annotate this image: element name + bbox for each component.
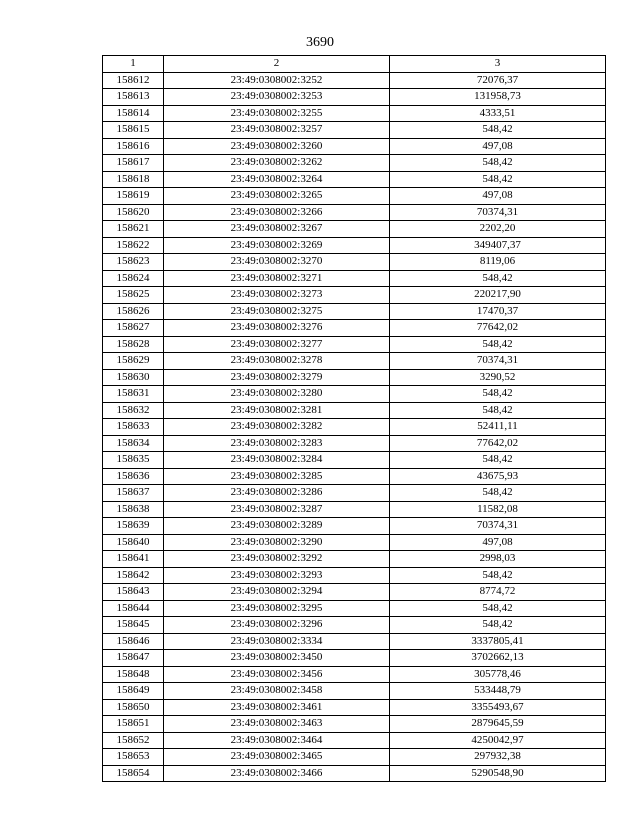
table-row [103, 650, 606, 667]
table-row [103, 633, 606, 650]
row-number-cell: 158633 [103, 419, 164, 436]
value-cell: 297932,38 [390, 749, 606, 766]
cadastral-number-cell: 23:49:0308002:3295 [164, 600, 390, 617]
cadastral-number-cell: 23:49:0308002:3466 [164, 765, 390, 782]
row-number-cell: 158641 [103, 551, 164, 568]
value-cell: 5290548,90 [390, 765, 606, 782]
row-number-cell: 158644 [103, 600, 164, 617]
cadastral-value-table [102, 55, 606, 782]
value-cell: 43675,93 [390, 468, 606, 485]
value-cell: 548,42 [390, 171, 606, 188]
cadastral-number-cell: 23:49:0308002:3266 [164, 204, 390, 221]
table-row [103, 683, 606, 700]
row-number-cell: 158630 [103, 369, 164, 386]
row-number-cell: 158623 [103, 254, 164, 271]
table-row [103, 138, 606, 155]
cadastral-number-cell: 23:49:0308002:3285 [164, 468, 390, 485]
cadastral-number-cell: 23:49:0308002:3271 [164, 270, 390, 287]
value-cell: 11582,08 [390, 501, 606, 518]
value-cell: 52411,11 [390, 419, 606, 436]
value-cell: 548,42 [390, 617, 606, 634]
table-row [103, 221, 606, 238]
table-row [103, 699, 606, 716]
row-number-cell: 158620 [103, 204, 164, 221]
table-row [103, 534, 606, 551]
cadastral-number-cell: 23:49:0308002:3450 [164, 650, 390, 667]
cadastral-number-cell: 23:49:0308002:3275 [164, 303, 390, 320]
row-number-cell: 158653 [103, 749, 164, 766]
cadastral-number-cell: 23:49:0308002:3334 [164, 633, 390, 650]
value-cell: 497,08 [390, 138, 606, 155]
page-number: 3690 [306, 35, 334, 50]
cadastral-number-cell: 23:49:0308002:3461 [164, 699, 390, 716]
row-number-cell: 158636 [103, 468, 164, 485]
row-number-cell: 158617 [103, 155, 164, 172]
value-cell: 305778,46 [390, 666, 606, 683]
cadastral-number-cell: 23:49:0308002:3273 [164, 287, 390, 304]
row-number-cell: 158612 [103, 72, 164, 89]
table-row [103, 270, 606, 287]
column-header-1: 1 [103, 56, 164, 73]
value-cell: 70374,31 [390, 518, 606, 535]
table-row [103, 402, 606, 419]
value-cell: 548,42 [390, 336, 606, 353]
table-row [103, 204, 606, 221]
row-number-cell: 158650 [103, 699, 164, 716]
value-cell: 548,42 [390, 270, 606, 287]
table-row [103, 89, 606, 106]
row-number-cell: 158631 [103, 386, 164, 403]
value-cell: 497,08 [390, 188, 606, 205]
row-number-cell: 158637 [103, 485, 164, 502]
value-cell: 8119,06 [390, 254, 606, 271]
table-row [103, 188, 606, 205]
column-header-3: 3 [390, 56, 606, 73]
table-row [103, 452, 606, 469]
table-row [103, 336, 606, 353]
table-row [103, 518, 606, 535]
row-number-cell: 158616 [103, 138, 164, 155]
value-cell: 3355493,67 [390, 699, 606, 716]
table-row [103, 72, 606, 89]
table-row [103, 749, 606, 766]
cadastral-number-cell: 23:49:0308002:3456 [164, 666, 390, 683]
row-number-cell: 158614 [103, 105, 164, 122]
value-cell: 3702662,13 [390, 650, 606, 667]
cadastral-number-cell: 23:49:0308002:3269 [164, 237, 390, 254]
table-row [103, 105, 606, 122]
row-number-cell: 158638 [103, 501, 164, 518]
cadastral-number-cell: 23:49:0308002:3293 [164, 567, 390, 584]
table-row [103, 435, 606, 452]
row-number-cell: 158632 [103, 402, 164, 419]
table-row [103, 155, 606, 172]
row-number-cell: 158621 [103, 221, 164, 238]
row-number-cell: 158626 [103, 303, 164, 320]
table-row [103, 353, 606, 370]
cadastral-number-cell: 23:49:0308002:3277 [164, 336, 390, 353]
cadastral-number-cell: 23:49:0308002:3281 [164, 402, 390, 419]
row-number-cell: 158645 [103, 617, 164, 634]
value-cell: 548,42 [390, 155, 606, 172]
cadastral-number-cell: 23:49:0308002:3257 [164, 122, 390, 139]
table-row [103, 485, 606, 502]
cadastral-number-cell: 23:49:0308002:3292 [164, 551, 390, 568]
value-cell: 497,08 [390, 534, 606, 551]
cadastral-number-cell: 23:49:0308002:3287 [164, 501, 390, 518]
row-number-cell: 158624 [103, 270, 164, 287]
table-row [103, 237, 606, 254]
value-cell: 4250042,97 [390, 732, 606, 749]
cadastral-number-cell: 23:49:0308002:3286 [164, 485, 390, 502]
cadastral-number-cell: 23:49:0308002:3282 [164, 419, 390, 436]
cadastral-number-cell: 23:49:0308002:3464 [164, 732, 390, 749]
value-cell: 548,42 [390, 600, 606, 617]
cadastral-number-cell: 23:49:0308002:3253 [164, 89, 390, 106]
cadastral-number-cell: 23:49:0308002:3465 [164, 749, 390, 766]
cadastral-number-cell: 23:49:0308002:3278 [164, 353, 390, 370]
cadastral-number-cell: 23:49:0308002:3252 [164, 72, 390, 89]
value-cell: 77642,02 [390, 320, 606, 337]
value-cell: 70374,31 [390, 353, 606, 370]
row-number-cell: 158634 [103, 435, 164, 452]
table-row [103, 369, 606, 386]
value-cell: 131958,73 [390, 89, 606, 106]
row-number-cell: 158618 [103, 171, 164, 188]
table-body [103, 72, 606, 782]
cadastral-number-cell: 23:49:0308002:3463 [164, 716, 390, 733]
row-number-cell: 158646 [103, 633, 164, 650]
table-row [103, 765, 606, 782]
cadastral-number-cell: 23:49:0308002:3458 [164, 683, 390, 700]
table-row [103, 617, 606, 634]
row-number-cell: 158647 [103, 650, 164, 667]
value-cell: 4333,51 [390, 105, 606, 122]
value-cell: 349407,37 [390, 237, 606, 254]
cadastral-number-cell: 23:49:0308002:3255 [164, 105, 390, 122]
table-row [103, 567, 606, 584]
row-number-cell: 158648 [103, 666, 164, 683]
value-cell: 548,42 [390, 567, 606, 584]
column-header-2: 2 [164, 56, 390, 73]
value-cell: 8774,72 [390, 584, 606, 601]
row-number-cell: 158642 [103, 567, 164, 584]
value-cell: 533448,79 [390, 683, 606, 700]
table-row [103, 303, 606, 320]
table-row [103, 501, 606, 518]
table-row [103, 584, 606, 601]
table-row [103, 600, 606, 617]
table-row [103, 122, 606, 139]
cadastral-number-cell: 23:49:0308002:3276 [164, 320, 390, 337]
row-number-cell: 158654 [103, 765, 164, 782]
cadastral-number-cell: 23:49:0308002:3290 [164, 534, 390, 551]
table-row [103, 732, 606, 749]
cadastral-number-cell: 23:49:0308002:3284 [164, 452, 390, 469]
row-number-cell: 158625 [103, 287, 164, 304]
value-cell: 548,42 [390, 485, 606, 502]
table-header [103, 56, 606, 73]
table-row [103, 716, 606, 733]
cadastral-number-cell: 23:49:0308002:3296 [164, 617, 390, 634]
cadastral-number-cell: 23:49:0308002:3264 [164, 171, 390, 188]
value-cell: 548,42 [390, 386, 606, 403]
header-row [103, 56, 606, 73]
row-number-cell: 158622 [103, 237, 164, 254]
row-number-cell: 158628 [103, 336, 164, 353]
row-number-cell: 158639 [103, 518, 164, 535]
cadastral-number-cell: 23:49:0308002:3262 [164, 155, 390, 172]
table-row [103, 320, 606, 337]
row-number-cell: 158640 [103, 534, 164, 551]
value-cell: 548,42 [390, 452, 606, 469]
value-cell: 2879645,59 [390, 716, 606, 733]
value-cell: 72076,37 [390, 72, 606, 89]
table-row [103, 254, 606, 271]
row-number-cell: 158652 [103, 732, 164, 749]
cadastral-number-cell: 23:49:0308002:3279 [164, 369, 390, 386]
table-row [103, 551, 606, 568]
cadastral-number-cell: 23:49:0308002:3260 [164, 138, 390, 155]
row-number-cell: 158649 [103, 683, 164, 700]
value-cell: 77642,02 [390, 435, 606, 452]
row-number-cell: 158629 [103, 353, 164, 370]
row-number-cell: 158615 [103, 122, 164, 139]
table-row [103, 419, 606, 436]
row-number-cell: 158613 [103, 89, 164, 106]
value-cell: 3290,52 [390, 369, 606, 386]
cadastral-number-cell: 23:49:0308002:3265 [164, 188, 390, 205]
value-cell: 70374,31 [390, 204, 606, 221]
row-number-cell: 158635 [103, 452, 164, 469]
table-row [103, 386, 606, 403]
cadastral-number-cell: 23:49:0308002:3289 [164, 518, 390, 535]
value-cell: 2202,20 [390, 221, 606, 238]
value-cell: 2998,03 [390, 551, 606, 568]
table-row [103, 287, 606, 304]
value-cell: 3337805,41 [390, 633, 606, 650]
row-number-cell: 158627 [103, 320, 164, 337]
value-cell: 220217,90 [390, 287, 606, 304]
row-number-cell: 158619 [103, 188, 164, 205]
table-row [103, 171, 606, 188]
value-cell: 17470,37 [390, 303, 606, 320]
table-row [103, 468, 606, 485]
cadastral-number-cell: 23:49:0308002:3280 [164, 386, 390, 403]
value-cell: 548,42 [390, 122, 606, 139]
row-number-cell: 158643 [103, 584, 164, 601]
row-number-cell: 158651 [103, 716, 164, 733]
cadastral-number-cell: 23:49:0308002:3267 [164, 221, 390, 238]
value-cell: 548,42 [390, 402, 606, 419]
cadastral-number-cell: 23:49:0308002:3283 [164, 435, 390, 452]
cadastral-number-cell: 23:49:0308002:3270 [164, 254, 390, 271]
cadastral-number-cell: 23:49:0308002:3294 [164, 584, 390, 601]
table-row [103, 666, 606, 683]
